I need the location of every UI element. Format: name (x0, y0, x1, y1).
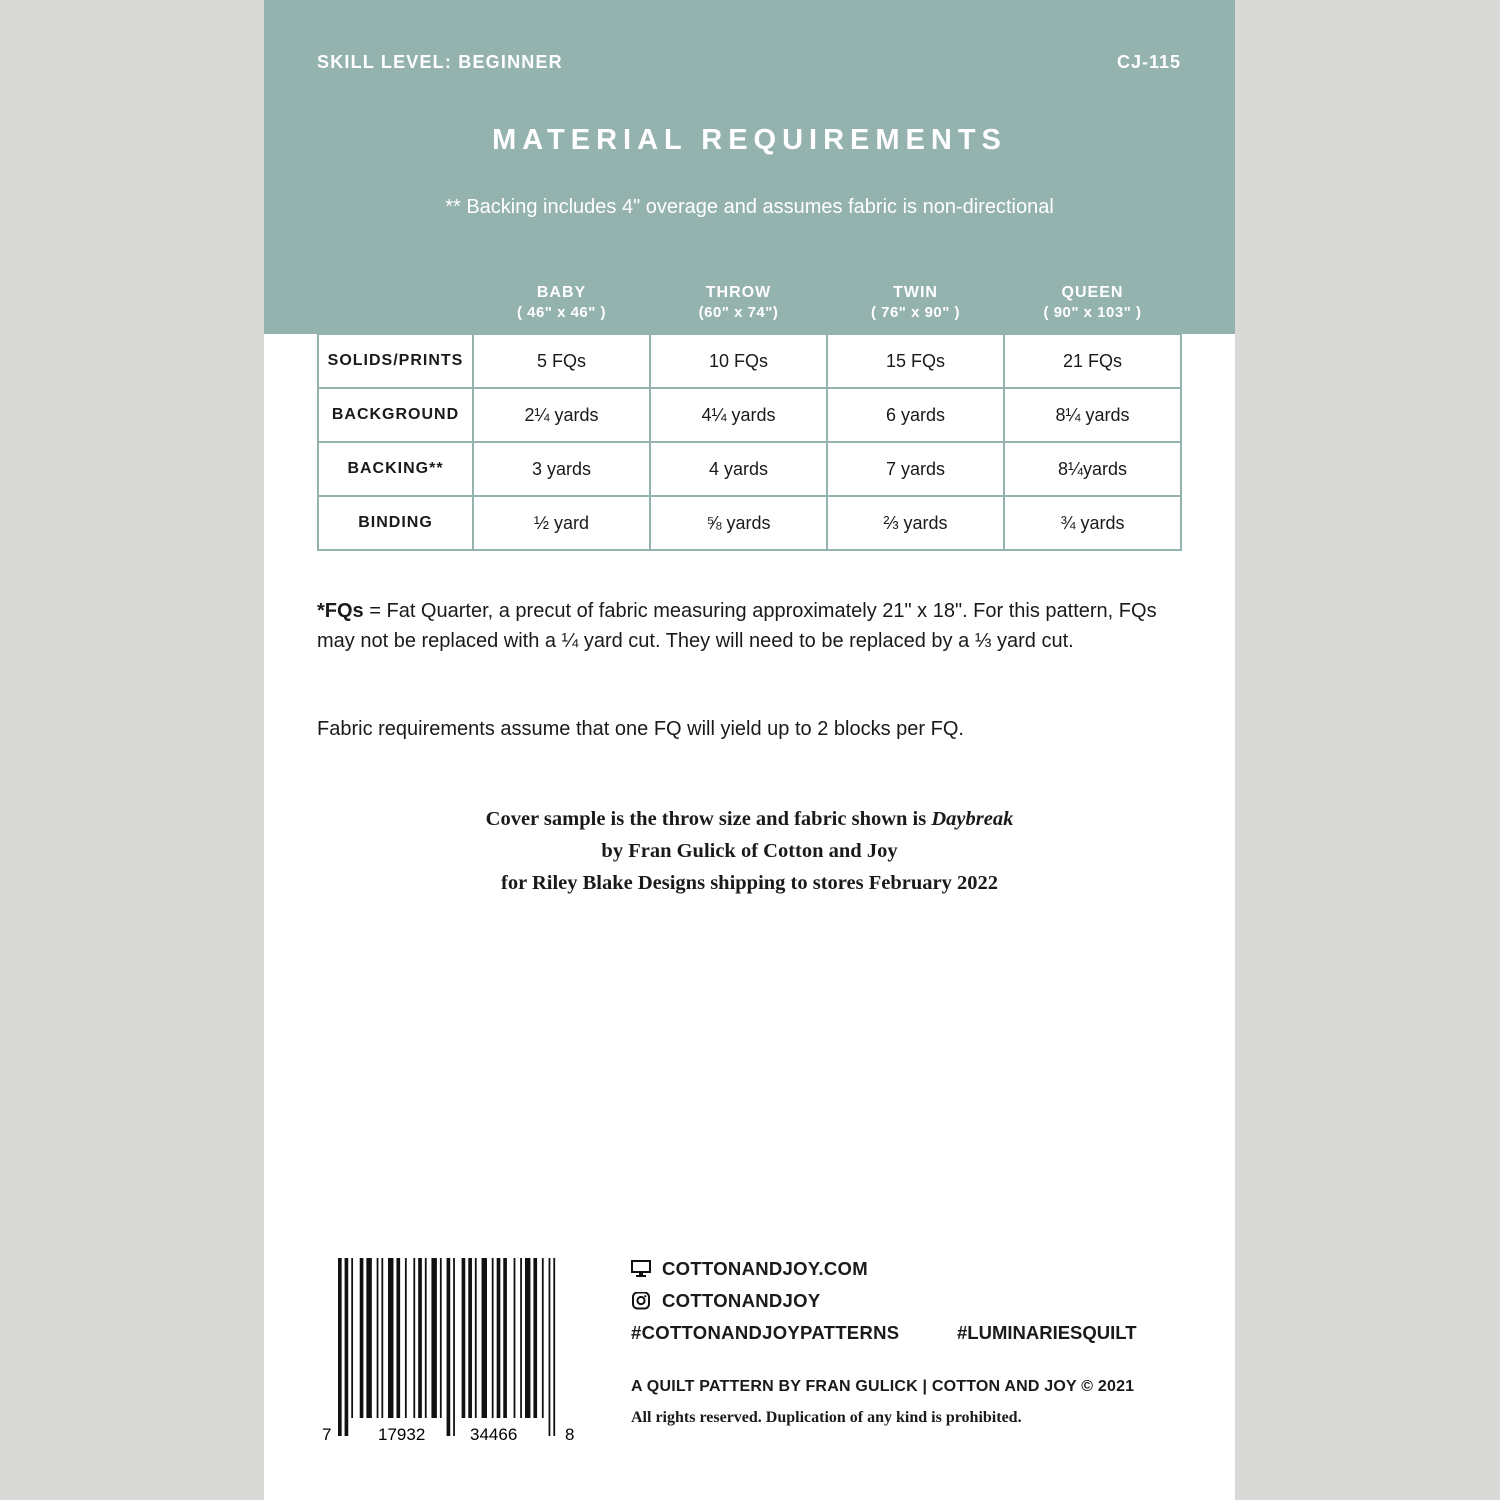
table-cell: 4¼ yards (650, 388, 827, 442)
barcode-bar (366, 1258, 371, 1418)
table-header-row (318, 272, 1181, 334)
row-label: BACKING** (318, 442, 473, 496)
barcode-bar (360, 1258, 364, 1418)
table-cell: 21 FQs (1004, 334, 1181, 388)
instagram-handle[interactable]: COTTONANDJOY (662, 1290, 821, 1311)
instagram-icon (631, 1292, 651, 1310)
barcode-bar (431, 1258, 436, 1418)
yield-note: Fabric requirements assume that one FQ will yield up to 2 blocks per FQ. (317, 718, 964, 740)
cover-line-3: for Riley Blake Designs shipping to stores February 2022 (501, 872, 998, 894)
table-cell: 6 yards (827, 388, 1004, 442)
barcode-bar (533, 1258, 537, 1418)
fq-definition-note (317, 597, 1187, 656)
cover-line-1 (264, 803, 1235, 835)
column-header-baby (473, 272, 650, 334)
material-requirements-table (317, 271, 1182, 551)
barcode-right-digit: 8 (565, 1425, 575, 1443)
table-cell: 8¼ yards (1004, 388, 1181, 442)
barcode-group-2: 34466 (470, 1425, 518, 1443)
barcode-bar (525, 1258, 530, 1418)
column-name: THROW (705, 284, 772, 301)
column-size: (60" x 74") (698, 304, 779, 321)
barcode-bar (405, 1258, 407, 1418)
column-name: QUEEN (1061, 284, 1124, 301)
fq-term: *FQs (317, 600, 364, 622)
table-cell: 15 FQs (827, 334, 1004, 388)
table-cell: 4 yards (650, 442, 827, 496)
instagram-line (631, 1290, 820, 1312)
barcode-bar (520, 1258, 522, 1418)
barcode-bar (440, 1258, 442, 1418)
barcode-bar (482, 1258, 487, 1418)
barcode-bar (492, 1258, 494, 1418)
pattern-code: CJ-115 (1116, 52, 1181, 72)
barcode-bar (542, 1258, 544, 1418)
table-row (318, 496, 1181, 550)
website-link[interactable]: COTTONANDJOY.COM (662, 1258, 868, 1279)
table-cell: 10 FQs (650, 334, 827, 388)
barcode-left-digit: 7 (322, 1425, 332, 1443)
cover-sample-note (264, 803, 1235, 899)
barcode-bar (413, 1258, 415, 1418)
table-cell: 3 yards (473, 442, 650, 496)
fabric-name: Daybreak (931, 808, 1014, 830)
barcode-bar (447, 1258, 451, 1436)
barcode (320, 1258, 576, 1443)
barcode-bar (381, 1258, 383, 1418)
barcode-bar (338, 1258, 342, 1436)
barcode-group-1: 17932 (378, 1425, 426, 1443)
barcode-bar (453, 1258, 455, 1436)
backing-note: ** Backing includes 4" overage and assumes fabric is non-directional (445, 196, 1054, 218)
table-row (318, 442, 1181, 496)
barcode-bar (475, 1258, 477, 1418)
hashtag-quilt: #LUMINARIESQUILT (957, 1322, 1137, 1343)
table-cell: 2¼ yards (473, 388, 650, 442)
table-row (318, 388, 1181, 442)
barcode-bar (396, 1258, 400, 1418)
barcode-bar (468, 1258, 472, 1418)
barcode-bar (497, 1258, 501, 1418)
table-cell: ½ yard (473, 496, 650, 550)
column-size: ( 76" x 90" ) (870, 304, 961, 321)
cover-line-2: by Fran Gulick of Cotton and Joy (601, 840, 898, 862)
table-cell: 7 yards (827, 442, 1004, 496)
barcode-bar (553, 1258, 555, 1436)
column-header-throw (650, 272, 827, 334)
barcode-bar (425, 1258, 427, 1418)
table-cell: ⅝ yards (650, 496, 827, 550)
page-title: MATERIAL REQUIREMENTS (492, 124, 1007, 156)
table-cell: ¾ yards (1004, 496, 1181, 550)
skill-level: SKILL LEVEL: BEGINNER (317, 52, 563, 72)
column-size: ( 90" x 103" ) (1043, 304, 1142, 321)
column-size: ( 46" x 46" ) (516, 304, 607, 321)
row-label: SOLIDS/PRINTS (318, 334, 473, 388)
table-row (318, 334, 1181, 388)
barcode-bar (503, 1258, 507, 1418)
barcode-bar (462, 1258, 466, 1418)
monitor-icon (631, 1260, 651, 1278)
barcode-bar (345, 1258, 349, 1436)
table-corner (318, 272, 473, 334)
barcode-bar (549, 1258, 551, 1436)
barcode-bar (377, 1258, 379, 1418)
column-name: TWIN (893, 284, 938, 301)
website-line (631, 1258, 868, 1280)
column-header-twin (827, 272, 1004, 334)
table-cell: 5 FQs (473, 334, 650, 388)
rights-notice: All rights reserved. Duplication of any kind is prohibited. (631, 1409, 1022, 1426)
pattern-back-page (264, 0, 1235, 1500)
column-header-queen (1004, 272, 1181, 334)
table-cell: 8¼yards (1004, 442, 1181, 496)
row-label: BINDING (318, 496, 473, 550)
pattern-credit: A QUILT PATTERN BY FRAN GULICK | COTTON AND JOY © 2021 (631, 1378, 1135, 1395)
barcode-bar (388, 1258, 393, 1418)
barcode-bar (418, 1258, 422, 1418)
row-label: BACKGROUND (318, 388, 473, 442)
fq-definition: = Fat Quarter, a precut of fabric measuring approximately 21" x 18". For this pattern, FQs may not be replaced with a ¼ yard cut. They will need to be replaced by a ⅓ yard cut. (317, 600, 1157, 652)
hashtag-patterns: #COTTONANDJOYPATTERNS (631, 1322, 900, 1343)
barcode-bar (514, 1258, 516, 1418)
cover-line-1-text: Cover sample is the throw size and fabric shown is (485, 808, 932, 830)
barcode-bar (351, 1258, 353, 1418)
table-cell: ⅔ yards (827, 496, 1004, 550)
column-name: BABY (536, 284, 587, 301)
